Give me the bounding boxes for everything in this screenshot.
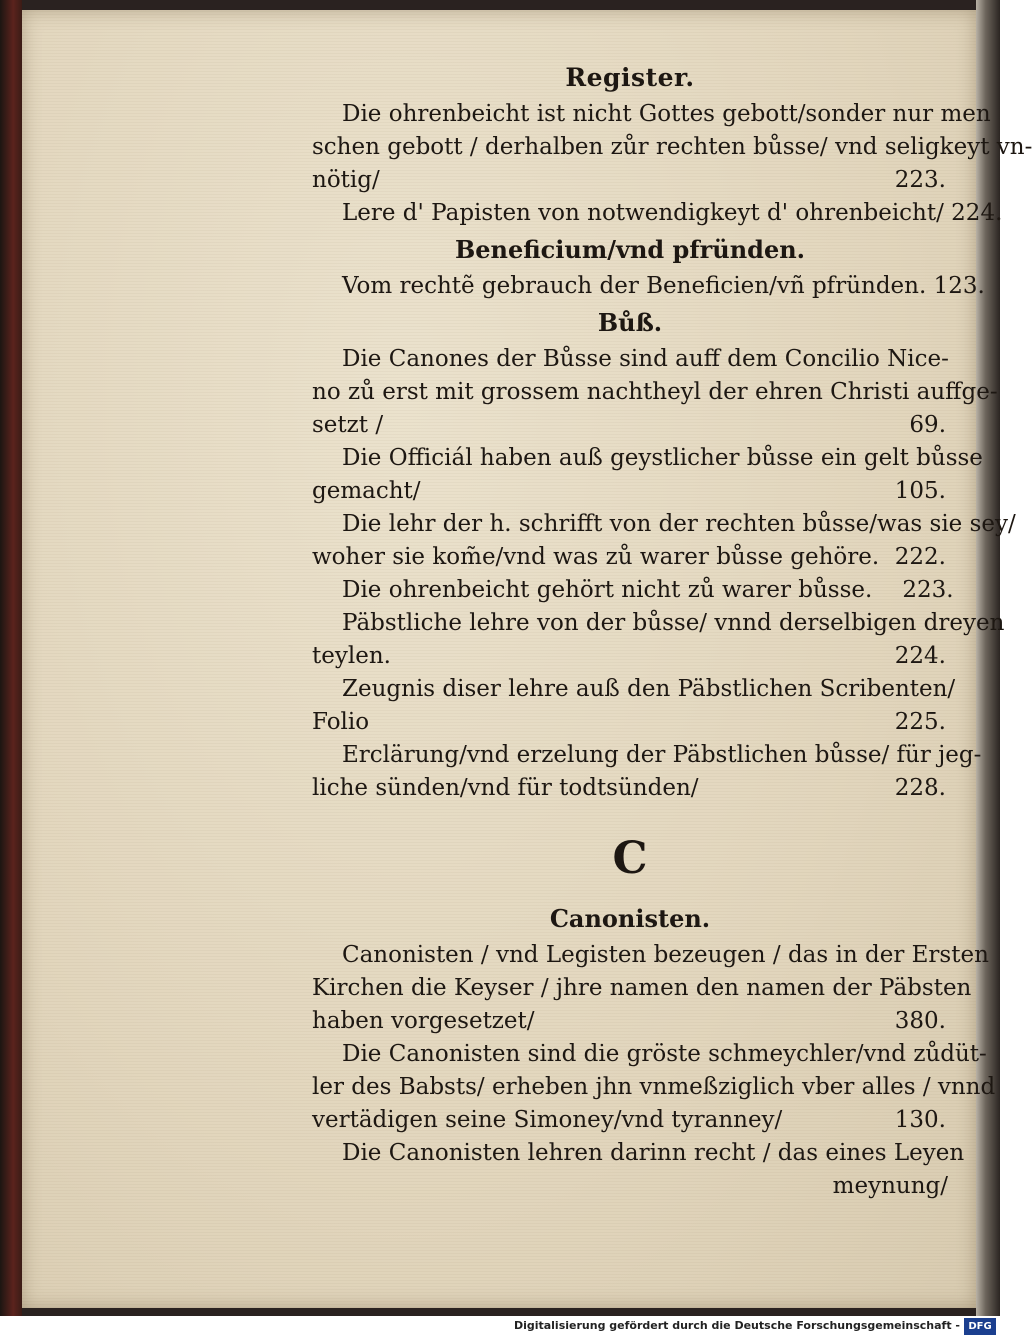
- register-entry: [312, 442, 983, 508]
- entry-text: no zů erst mit grossem nachtheyl der ehren Christi auffge-: [312, 379, 998, 405]
- dfg-logo-icon: DFG: [964, 1318, 996, 1335]
- page-edge: [976, 0, 1000, 1316]
- entry-line: [312, 772, 948, 805]
- entry-text: Die ohrenbeicht gehört nicht zů warer bůsse.: [342, 577, 873, 603]
- page-number: 223.: [894, 167, 946, 193]
- catchword: meynung/: [832, 1173, 948, 1199]
- entry-text: ler des Babsts/ erheben jhn vnmeßziglich vber alles / vnnd: [312, 1074, 996, 1100]
- register-entry: [312, 98, 1032, 197]
- entry-text: Päbstliche lehre von der bůsse/ vnnd derselbigen dreyen: [342, 610, 1005, 636]
- register-entry: [312, 607, 1005, 673]
- entry-text: gemacht/: [312, 478, 421, 504]
- entry-text: Zeugnis diser lehre auß den Päbstlichen Scribenten/: [342, 676, 956, 702]
- entry-line: [312, 409, 948, 442]
- entry-line: [312, 270, 985, 303]
- entry-text: Kirchen die Keyser / jhre namen den namen der Päbsten: [312, 975, 972, 1001]
- running-head: Register.: [565, 63, 695, 92]
- entry-line: [312, 1005, 948, 1038]
- binding-edge: [0, 0, 22, 1316]
- entry-text: haben vorgesetzet/: [312, 1008, 535, 1034]
- page-number: 130.: [894, 1107, 946, 1133]
- register-entry: [312, 1137, 965, 1170]
- register-entry: [312, 939, 989, 1038]
- entry-text: Canonisten / vnd Legisten bezeugen / das in der Ersten: [342, 942, 989, 968]
- entry-text: Die lehr der h. schrifft von der rechten bůsse/was sie sey/: [342, 511, 1016, 537]
- register-entries: [312, 98, 1032, 1203]
- entry-text: vertädigen seine Simoney/vnd tyranney/: [312, 1107, 783, 1133]
- entry-line: [312, 343, 948, 376]
- entry-line: [312, 442, 983, 475]
- entry-line: [312, 475, 948, 508]
- page-number: 225.: [894, 709, 946, 735]
- entry-line: [312, 673, 956, 706]
- register-text: [312, 58, 1032, 1203]
- entry-line: [312, 939, 989, 972]
- register-entry: [312, 270, 985, 303]
- register-entry: [312, 1038, 996, 1137]
- page-number: 228.: [894, 775, 946, 801]
- register-entry: [312, 197, 1003, 230]
- entry-line: [312, 164, 948, 197]
- entry-text: schen gebott / derhalben zůr rechten bůsse/ vnd seligkeyt vn-: [312, 134, 1032, 160]
- entry-line: [312, 541, 948, 574]
- entry-text: liche sünden/vnd für todtsünden/: [312, 775, 699, 801]
- page-number: 380.: [894, 1008, 946, 1034]
- register-entry: [312, 343, 998, 442]
- register-entry: [312, 673, 956, 739]
- register-entry: [312, 739, 982, 805]
- page-number: 222.: [894, 544, 946, 570]
- section-heading: Beneficium/vnd pfründen.: [454, 235, 806, 264]
- entry-text: Die Canonisten lehren darinn recht / das eines Leyen: [342, 1140, 965, 1166]
- section-heading: Canonisten.: [549, 904, 711, 933]
- entry-text: teylen.: [312, 643, 391, 669]
- entry-line: [312, 739, 982, 772]
- entry-text: Die Officiál haben auß geystlicher bůsse ein gelt bůsse: [342, 445, 983, 471]
- entry-line: [312, 376, 998, 409]
- entry-line: [312, 640, 948, 673]
- entry-line: [312, 1104, 948, 1137]
- entry-line: [312, 508, 1016, 541]
- entry-line: [312, 1071, 996, 1104]
- entry-line: [312, 706, 948, 739]
- entry-line: [312, 1038, 987, 1071]
- funding-credit: Digitalisierung gefördert durch die Deutsche Forschungsgemeinschaft -: [513, 1319, 960, 1332]
- entry-line: [312, 1137, 965, 1170]
- entry-line: [312, 98, 991, 131]
- entry-text: nötig/: [312, 167, 380, 193]
- footer-bar: [0, 1316, 1000, 1338]
- entry-text: Erclärung/vnd erzelung der Päbstlichen bůsse/ für jeg-: [342, 742, 982, 768]
- entry-text: Folio: [312, 709, 370, 735]
- entry-line: [312, 131, 1032, 164]
- section-heading: Bůß.: [597, 308, 663, 337]
- register-entry: [312, 574, 954, 607]
- entry-line: [312, 574, 954, 607]
- entry-text: Die Canonisten sind die gröste schmeychler/vnd zůdüt-: [342, 1041, 987, 1067]
- alphabet-letter: C: [612, 833, 648, 884]
- entry-text: Die Canones der Bůsse sind auff dem Concilio Nice-: [342, 346, 949, 372]
- entry-line: [312, 607, 1005, 640]
- entry-line: [312, 197, 1003, 230]
- page-number: 105.: [894, 478, 946, 504]
- entry-text: woher sie kom̃e/vnd was zů warer bůsse gehöre.: [312, 544, 880, 570]
- page-number: 223.: [902, 577, 954, 603]
- entry-text: Lere d' Papisten von notwendigkeyt d' ohrenbeicht/ 224.: [342, 200, 1003, 226]
- entry-text: Vom rechtẽ gebrauch der Beneficien/vñ pfründen. 123.: [342, 273, 985, 299]
- entry-text: Die ohrenbeicht ist nicht Gottes gebott/sonder nur men: [342, 101, 991, 127]
- entry-text: setzt /: [312, 412, 384, 438]
- register-entry: [312, 508, 1016, 574]
- entry-line: [312, 972, 972, 1005]
- page-number: 69.: [909, 412, 946, 438]
- page-number: 224.: [894, 643, 946, 669]
